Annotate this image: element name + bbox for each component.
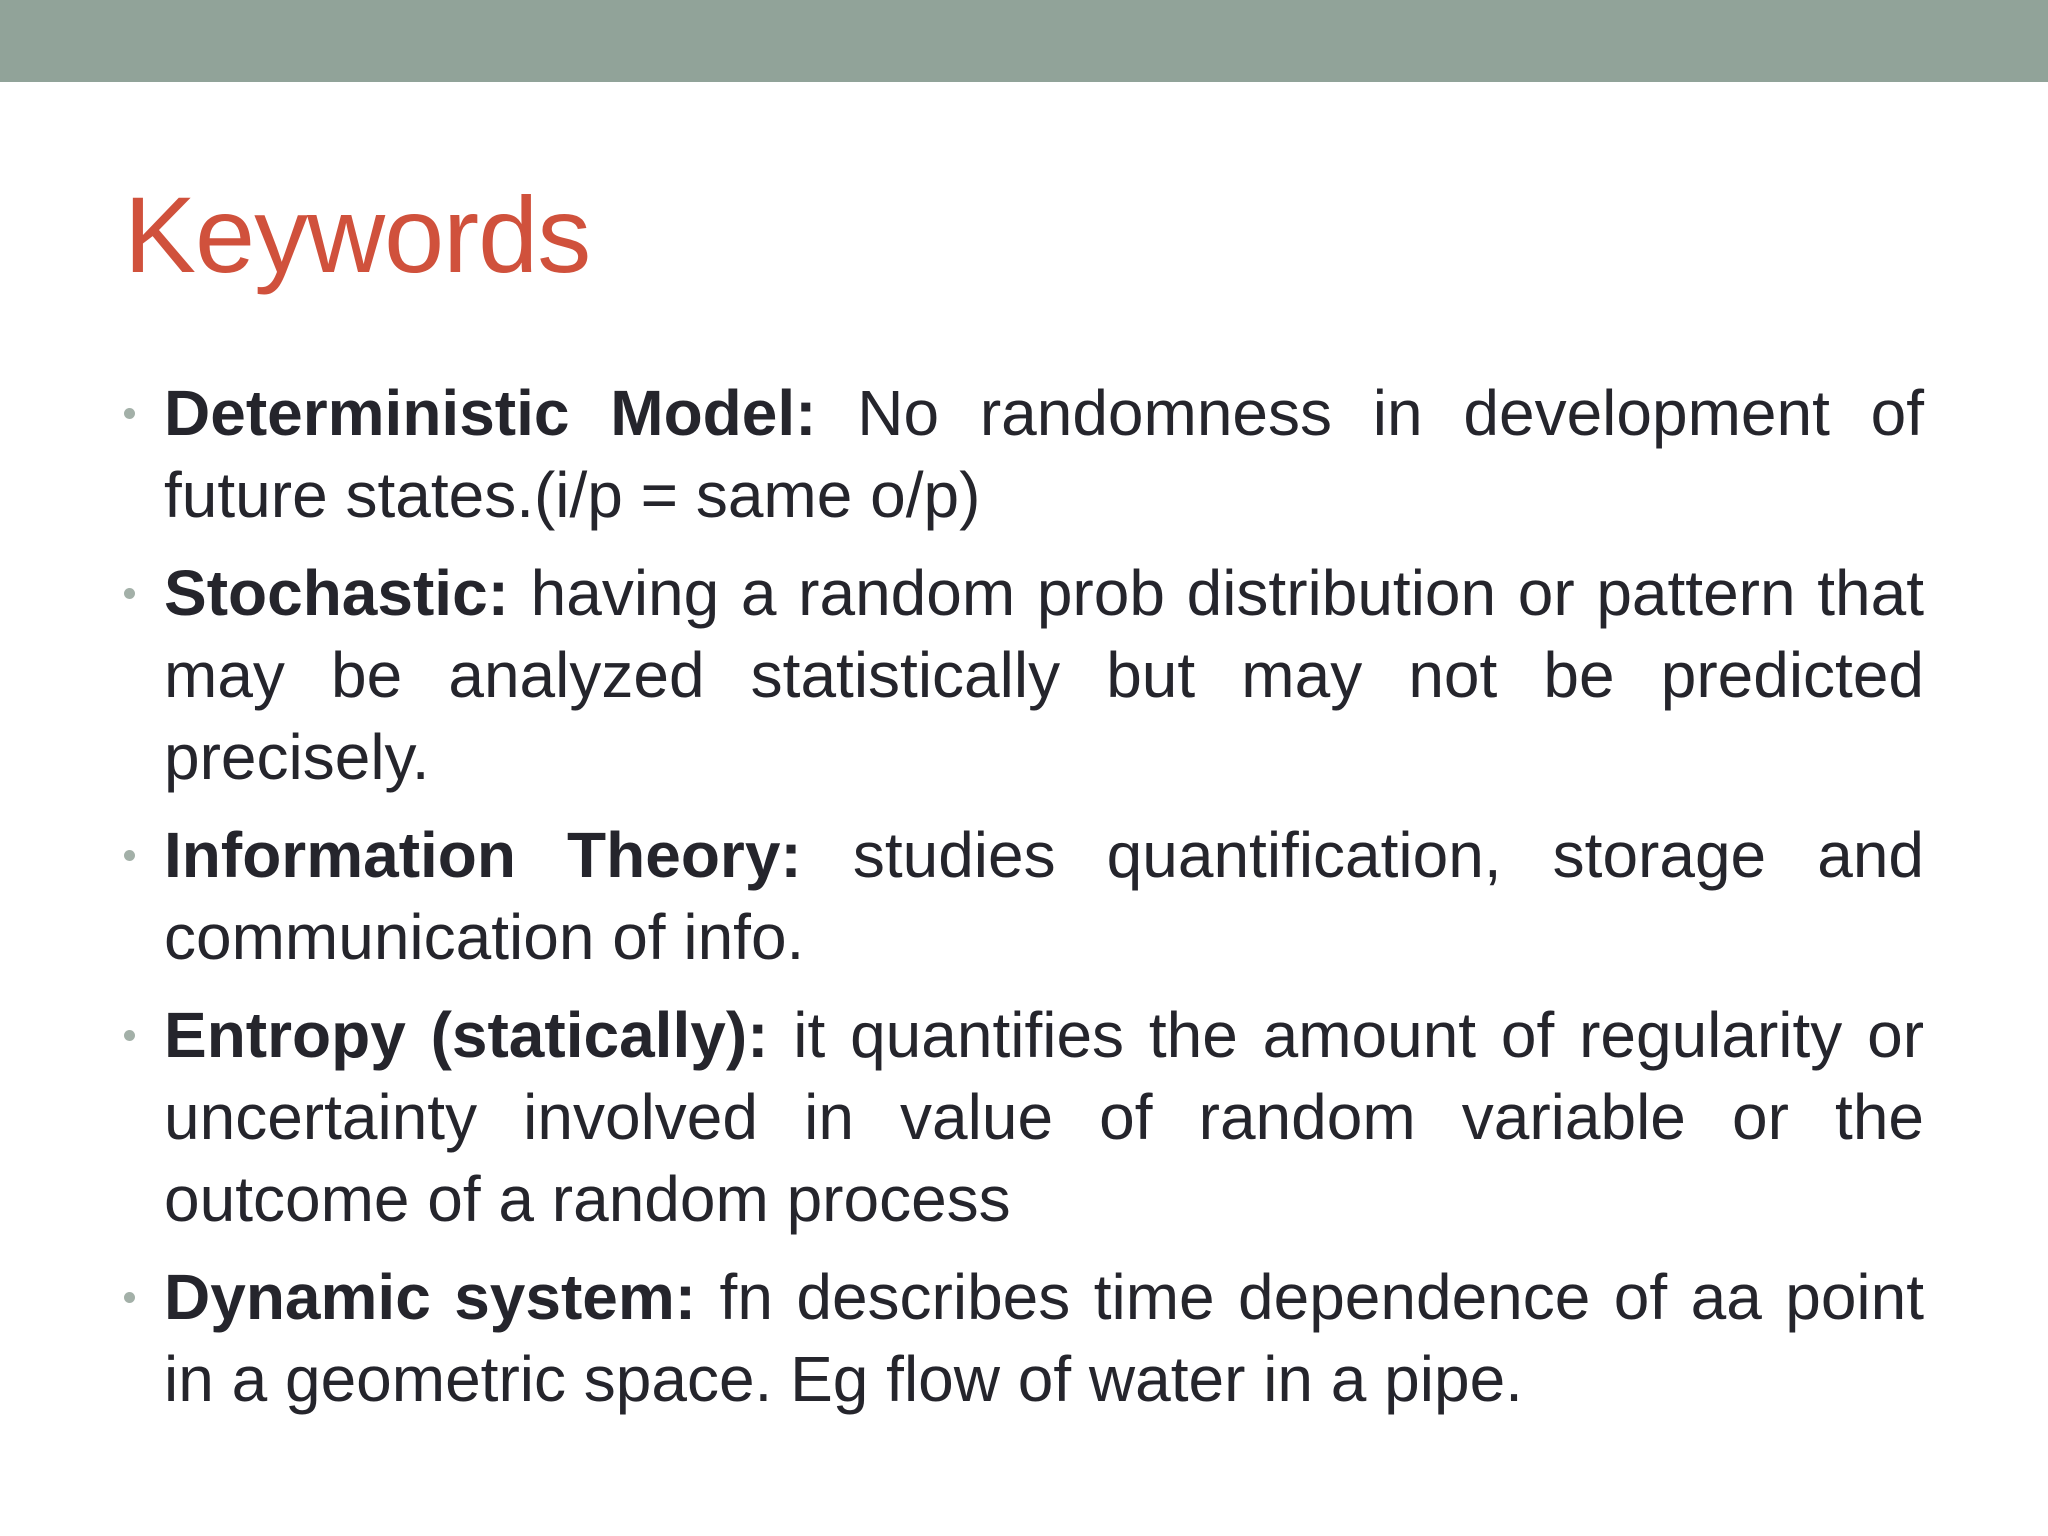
keyword-definition: it quantifies the amount of regularity or uncertainty involved in value of random variable or the outcome of a random process (164, 999, 1924, 1235)
keyword-definition: studies quantification, storage and communication of info. (164, 819, 1925, 973)
keyword-definition: No randomness in development of future states.(i/p = same o/p) (164, 377, 1924, 531)
list-item (124, 372, 1924, 536)
list-item (124, 994, 1924, 1240)
keyword-list (124, 372, 1924, 1436)
keyword-definition: having a random prob distribution or pattern that may be analyzed statistically but may not be predicted precisely. (164, 557, 1925, 793)
keyword-term: Stochastic: (164, 557, 531, 629)
list-item (124, 814, 1924, 978)
slide-title: Keywords (124, 174, 591, 295)
keyword-term: Entropy (statically): (164, 999, 794, 1071)
list-item (124, 1256, 1924, 1420)
list-item (124, 552, 1924, 798)
bullet-icon (124, 1292, 135, 1303)
keyword-term: Deterministic Model: (164, 377, 858, 449)
keyword-definition: fn describes time dependence of aa point in a geometric space. Eg flow of water in a pipe. (164, 1261, 1924, 1415)
header-accent-bar (0, 0, 2048, 82)
keyword-term: Dynamic system: (164, 1261, 720, 1333)
keyword-term: Information Theory: (164, 819, 853, 891)
bullet-icon (124, 1030, 135, 1041)
bullet-icon (124, 588, 135, 599)
bullet-icon (124, 408, 135, 419)
bullet-icon (124, 850, 135, 861)
